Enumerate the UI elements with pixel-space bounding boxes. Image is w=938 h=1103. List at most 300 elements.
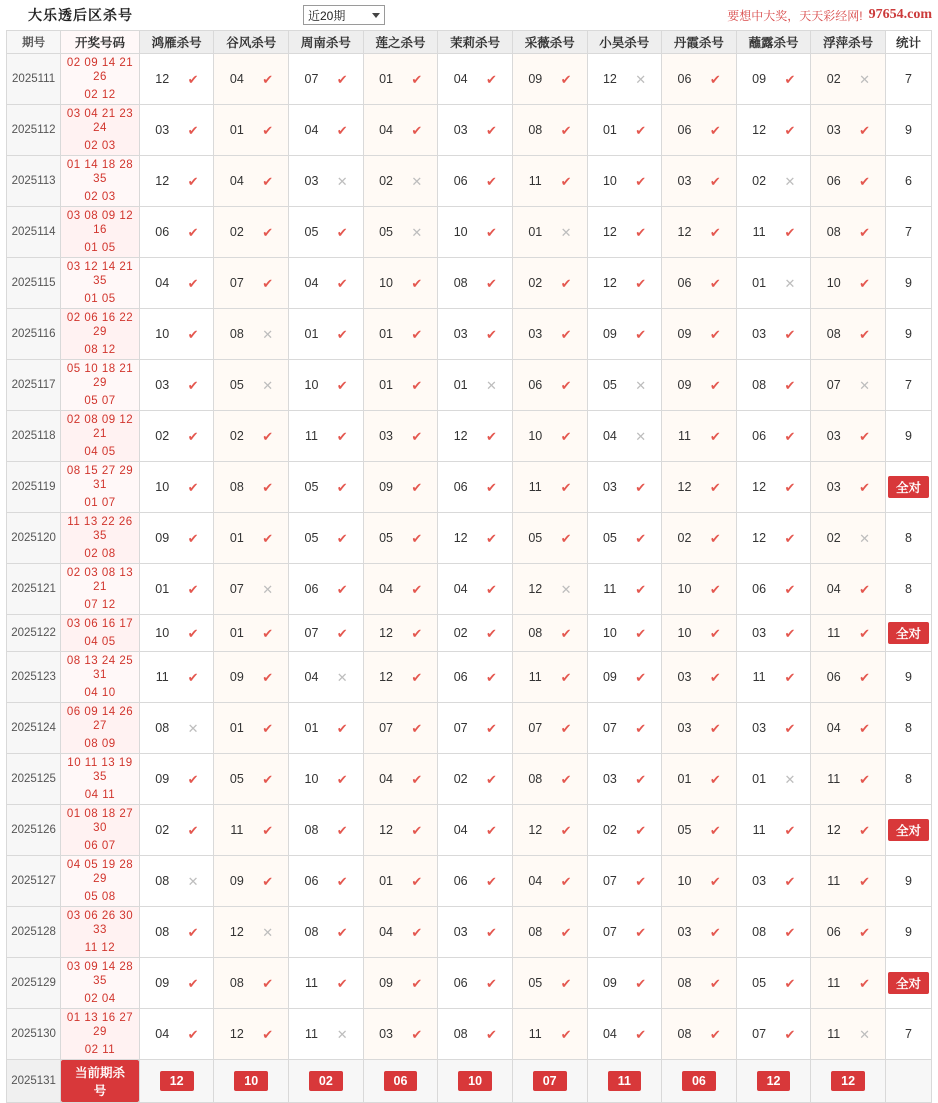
check-icon: ✔ bbox=[336, 873, 348, 889]
kill-number-cell bbox=[587, 309, 662, 360]
check-icon: ✔ bbox=[635, 530, 647, 546]
kill-number: 03 bbox=[453, 327, 468, 341]
kill-number-cell bbox=[662, 411, 737, 462]
issue-cell[interactable]: 2025123 bbox=[7, 652, 61, 703]
kill-number-cell bbox=[662, 856, 737, 907]
stat-value: 8 bbox=[904, 531, 912, 545]
column-header-8: 小昊杀号 bbox=[587, 31, 662, 54]
table-row bbox=[7, 907, 932, 958]
kill-number: 12 bbox=[826, 823, 841, 837]
kill-number-cell bbox=[214, 652, 289, 703]
kill-number-cell bbox=[289, 462, 364, 513]
kill-number: 04 bbox=[304, 123, 319, 137]
check-icon: ✔ bbox=[486, 720, 497, 736]
issue-cell[interactable]: 2025115 bbox=[7, 258, 61, 309]
draw-numbers-line1: 02 03 08 13 21 bbox=[66, 567, 134, 593]
check-icon: ✔ bbox=[784, 326, 796, 342]
draw-numbers-cell bbox=[61, 513, 140, 564]
kill-number-cell bbox=[512, 907, 587, 958]
issue-cell[interactable]: 2025130 bbox=[7, 1009, 61, 1060]
kill-number-cell bbox=[811, 156, 886, 207]
issue-cell[interactable]: 2025128 bbox=[7, 907, 61, 958]
kill-number: 12 bbox=[752, 123, 767, 137]
issue-cell[interactable]: 2025126 bbox=[7, 805, 61, 856]
kill-number-cell bbox=[289, 258, 364, 309]
stat-cell bbox=[885, 54, 931, 105]
draw-numbers-line2: 04 10 bbox=[84, 687, 116, 699]
kill-number-cell bbox=[512, 564, 587, 615]
kill-number-cell bbox=[587, 156, 662, 207]
kill-number: 04 bbox=[379, 925, 394, 939]
kill-number-cell bbox=[662, 754, 737, 805]
kill-number: 12 bbox=[155, 72, 170, 86]
kill-number: 03 bbox=[752, 626, 767, 640]
issue-cell[interactable]: 2025117 bbox=[7, 360, 61, 411]
current-label-cell bbox=[61, 1060, 140, 1103]
issue-cell[interactable]: 2025127 bbox=[7, 856, 61, 907]
column-header-2: 鸿雁杀号 bbox=[139, 31, 214, 54]
check-icon: ✔ bbox=[635, 275, 647, 291]
kill-number: 09 bbox=[677, 378, 692, 392]
current-period-row bbox=[7, 1060, 932, 1103]
kill-number: 11 bbox=[678, 429, 691, 443]
draw-numbers-cell bbox=[61, 1009, 140, 1060]
current-kill-cell bbox=[512, 1060, 587, 1103]
kill-number-cell bbox=[438, 207, 513, 258]
issue-cell[interactable]: 2025118 bbox=[7, 411, 61, 462]
cross-icon: ✕ bbox=[635, 71, 647, 87]
kill-number-cell bbox=[214, 958, 289, 1009]
draw-numbers-cell bbox=[61, 54, 140, 105]
draw-numbers-line2: 01 05 bbox=[84, 242, 116, 254]
kill-number-cell bbox=[363, 805, 438, 856]
kill-number-cell bbox=[139, 703, 214, 754]
kill-number: 01 bbox=[229, 626, 244, 640]
check-icon: ✔ bbox=[187, 224, 199, 240]
draw-numbers-line1: 02 09 14 21 26 bbox=[66, 57, 134, 83]
kill-number: 07 bbox=[528, 721, 543, 735]
check-icon: ✔ bbox=[709, 822, 721, 838]
kill-number-cell bbox=[363, 54, 438, 105]
promo-banner bbox=[727, 7, 932, 24]
check-icon: ✔ bbox=[635, 822, 647, 838]
kill-number-cell bbox=[811, 309, 886, 360]
check-icon: ✔ bbox=[560, 625, 572, 641]
kill-number: 03 bbox=[453, 925, 468, 939]
check-icon: ✔ bbox=[635, 924, 647, 940]
kill-number-cell bbox=[139, 309, 214, 360]
check-icon: ✔ bbox=[187, 771, 199, 787]
current-kill-number: 02 bbox=[309, 1071, 343, 1091]
cross-icon: ✕ bbox=[336, 1026, 348, 1042]
check-icon: ✔ bbox=[262, 275, 274, 291]
kill-number: 07 bbox=[602, 874, 617, 888]
kill-number: 02 bbox=[826, 72, 841, 86]
kill-number-cell bbox=[587, 54, 662, 105]
check-icon: ✔ bbox=[336, 581, 348, 597]
check-icon: ✔ bbox=[709, 479, 721, 495]
kill-number-cell bbox=[512, 856, 587, 907]
kill-number: 07 bbox=[752, 1027, 767, 1041]
draw-numbers-line1: 06 09 14 26 27 bbox=[66, 706, 134, 732]
kill-number-cell bbox=[512, 105, 587, 156]
table-row bbox=[7, 754, 932, 805]
kill-number: 03 bbox=[752, 874, 767, 888]
chevron-down-icon bbox=[372, 13, 380, 18]
kill-number-cell bbox=[438, 1009, 513, 1060]
check-icon: ✔ bbox=[262, 122, 274, 138]
table-row bbox=[7, 156, 932, 207]
check-icon: ✔ bbox=[262, 669, 274, 685]
issue-cell[interactable]: 2025119 bbox=[7, 462, 61, 513]
kill-number-cell bbox=[289, 754, 364, 805]
kill-number: 03 bbox=[752, 327, 767, 341]
check-icon: ✔ bbox=[262, 479, 274, 495]
check-icon: ✔ bbox=[635, 975, 647, 991]
draw-numbers-line2: 05 07 bbox=[84, 395, 116, 407]
kill-number-cell bbox=[214, 462, 289, 513]
stat-cell bbox=[885, 703, 931, 754]
kill-number-cell bbox=[587, 105, 662, 156]
kill-number-cell bbox=[438, 564, 513, 615]
check-icon: ✔ bbox=[336, 122, 348, 138]
check-icon: ✔ bbox=[635, 326, 647, 342]
kill-number-cell bbox=[363, 564, 438, 615]
kill-number-cell bbox=[736, 411, 811, 462]
check-icon: ✔ bbox=[486, 326, 497, 342]
check-icon: ✔ bbox=[859, 275, 870, 291]
current-issue-cell[interactable]: 2025131 bbox=[7, 1060, 61, 1103]
check-icon: ✔ bbox=[262, 1026, 274, 1042]
check-icon: ✔ bbox=[486, 224, 497, 240]
issue-cell[interactable]: 2025112 bbox=[7, 105, 61, 156]
kill-number: 07 bbox=[229, 276, 244, 290]
kill-number: 11 bbox=[528, 670, 542, 684]
kill-number-cell bbox=[587, 907, 662, 958]
current-kill-cell bbox=[139, 1060, 214, 1103]
kill-number-cell bbox=[214, 360, 289, 411]
kill-number-cell bbox=[736, 360, 811, 411]
check-icon: ✔ bbox=[187, 428, 199, 444]
kill-number: 08 bbox=[826, 327, 841, 341]
kill-number-cell bbox=[512, 652, 587, 703]
kill-number: 05 bbox=[379, 531, 394, 545]
kill-number-cell bbox=[214, 309, 289, 360]
kill-number: 02 bbox=[155, 429, 170, 443]
kill-number: 09 bbox=[229, 670, 244, 684]
check-icon: ✔ bbox=[635, 771, 647, 787]
draw-numbers-line1: 03 06 26 30 33 bbox=[66, 910, 134, 936]
check-icon: ✔ bbox=[784, 669, 796, 685]
draw-numbers-line1: 03 06 16 17 bbox=[66, 618, 134, 630]
kill-number: 08 bbox=[453, 276, 468, 290]
kill-number-cell bbox=[438, 754, 513, 805]
kill-number-cell bbox=[214, 703, 289, 754]
kill-number-cell bbox=[139, 54, 214, 105]
check-icon: ✔ bbox=[262, 822, 274, 838]
kill-number: 07 bbox=[304, 72, 319, 86]
check-icon: ✔ bbox=[486, 173, 497, 189]
kill-number: 04 bbox=[602, 429, 617, 443]
kill-number: 06 bbox=[826, 174, 841, 188]
draw-numbers-line2: 01 05 bbox=[84, 293, 116, 305]
cross-icon: ✕ bbox=[635, 428, 647, 444]
check-icon: ✔ bbox=[411, 428, 423, 444]
stat-value: 9 bbox=[904, 874, 912, 888]
kill-number-cell bbox=[438, 105, 513, 156]
kill-number: 06 bbox=[453, 480, 468, 494]
issue-cell[interactable]: 2025116 bbox=[7, 309, 61, 360]
cross-icon: ✕ bbox=[784, 275, 796, 291]
kill-number-table bbox=[6, 30, 932, 1103]
kill-number: 12 bbox=[229, 925, 244, 939]
kill-number-cell bbox=[811, 958, 886, 1009]
kill-number: 05 bbox=[528, 976, 543, 990]
header-row bbox=[7, 31, 932, 54]
kill-number-cell bbox=[438, 513, 513, 564]
kill-number: 12 bbox=[379, 670, 394, 684]
check-icon: ✔ bbox=[635, 122, 647, 138]
check-icon: ✔ bbox=[187, 122, 199, 138]
kill-number: 04 bbox=[602, 1027, 617, 1041]
kill-number: 03 bbox=[528, 327, 543, 341]
stat-value: 7 bbox=[904, 72, 912, 86]
kill-number-cell bbox=[363, 703, 438, 754]
stat-value: 7 bbox=[904, 1027, 912, 1041]
kill-number: 11 bbox=[230, 823, 244, 837]
kill-number: 09 bbox=[379, 480, 394, 494]
draw-numbers-line2: 04 11 bbox=[84, 789, 116, 801]
kill-number: 10 bbox=[602, 626, 617, 640]
check-icon: ✔ bbox=[709, 873, 721, 889]
current-kill-number: 06 bbox=[384, 1071, 418, 1091]
issue-cell[interactable]: 2025120 bbox=[7, 513, 61, 564]
column-header-6: 茉莉杀号 bbox=[438, 31, 513, 54]
kill-number: 06 bbox=[155, 225, 170, 239]
draw-numbers-line1: 03 08 09 12 16 bbox=[66, 210, 134, 236]
kill-number: 11 bbox=[752, 670, 766, 684]
draw-numbers-line1: 02 08 09 12 21 bbox=[66, 414, 134, 440]
check-icon: ✔ bbox=[859, 669, 870, 685]
kill-number-cell bbox=[811, 105, 886, 156]
table-row bbox=[7, 805, 932, 856]
kill-number: 02 bbox=[602, 823, 617, 837]
kill-number: 01 bbox=[528, 225, 543, 239]
kill-number: 02 bbox=[453, 772, 468, 786]
check-icon: ✔ bbox=[187, 275, 199, 291]
draw-numbers-line2: 02 12 bbox=[84, 89, 116, 101]
kill-number: 08 bbox=[528, 626, 543, 640]
kill-number-cell bbox=[662, 652, 737, 703]
check-icon: ✔ bbox=[486, 669, 497, 685]
kill-number-cell bbox=[289, 309, 364, 360]
kill-number-cell bbox=[289, 54, 364, 105]
kill-number: 05 bbox=[752, 976, 767, 990]
current-kill-number: 12 bbox=[160, 1071, 194, 1091]
kill-number: 11 bbox=[603, 582, 617, 596]
kill-number: 04 bbox=[453, 72, 468, 86]
kill-number-cell bbox=[587, 513, 662, 564]
kill-number: 11 bbox=[827, 772, 841, 786]
check-icon: ✔ bbox=[262, 428, 274, 444]
draw-numbers-line2: 02 03 bbox=[84, 191, 116, 203]
stat-cell bbox=[885, 907, 931, 958]
kill-number-cell bbox=[512, 360, 587, 411]
kill-number-cell bbox=[662, 54, 737, 105]
issue-cell[interactable]: 2025125 bbox=[7, 754, 61, 805]
kill-number: 12 bbox=[528, 823, 543, 837]
kill-number-cell bbox=[139, 907, 214, 958]
stat-value: 9 bbox=[904, 276, 912, 290]
check-icon: ✔ bbox=[859, 625, 870, 641]
table-row bbox=[7, 462, 932, 513]
kill-number: 08 bbox=[752, 378, 767, 392]
all-hit-badge: 全对 bbox=[888, 819, 929, 841]
kill-number: 09 bbox=[602, 327, 617, 341]
kill-number: 12 bbox=[453, 429, 468, 443]
check-icon: ✔ bbox=[486, 71, 497, 87]
kill-number: 04 bbox=[304, 276, 319, 290]
check-icon: ✔ bbox=[560, 822, 572, 838]
current-period-label: 当前期杀号 bbox=[61, 1060, 139, 1102]
check-icon: ✔ bbox=[336, 428, 348, 444]
check-icon: ✔ bbox=[859, 428, 870, 444]
kill-number: 12 bbox=[379, 823, 394, 837]
table-row bbox=[7, 207, 932, 258]
kill-number-cell bbox=[214, 207, 289, 258]
kill-number-cell bbox=[736, 907, 811, 958]
draw-numbers-line1: 10 11 13 19 35 bbox=[67, 757, 133, 783]
draw-numbers-line1: 04 05 19 28 29 bbox=[66, 859, 134, 885]
kill-number: 03 bbox=[453, 123, 468, 137]
kill-number: 03 bbox=[826, 480, 841, 494]
current-stat-cell bbox=[885, 1060, 931, 1103]
kill-number-cell bbox=[289, 360, 364, 411]
kill-number: 08 bbox=[528, 123, 543, 137]
kill-number: 08 bbox=[229, 480, 244, 494]
kill-number-cell bbox=[438, 703, 513, 754]
kill-number-cell bbox=[811, 411, 886, 462]
kill-number: 03 bbox=[677, 174, 692, 188]
kill-number: 11 bbox=[155, 670, 169, 684]
kill-number: 11 bbox=[304, 976, 318, 990]
draw-numbers-line1: 05 10 18 21 29 bbox=[66, 363, 134, 389]
check-icon: ✔ bbox=[411, 326, 423, 342]
draw-numbers-line2: 04 05 bbox=[84, 636, 116, 648]
kill-number-cell bbox=[811, 360, 886, 411]
issue-cell[interactable]: 2025111 bbox=[7, 54, 61, 105]
check-icon: ✔ bbox=[262, 873, 274, 889]
kill-number-cell bbox=[139, 462, 214, 513]
kill-number-cell bbox=[811, 652, 886, 703]
check-icon: ✔ bbox=[486, 1026, 497, 1042]
kill-number: 04 bbox=[379, 582, 394, 596]
kill-number: 11 bbox=[528, 1027, 542, 1041]
kill-number: 12 bbox=[602, 225, 617, 239]
kill-number-cell bbox=[214, 156, 289, 207]
stat-cell bbox=[885, 309, 931, 360]
kill-number: 02 bbox=[155, 823, 170, 837]
check-icon: ✔ bbox=[709, 924, 721, 940]
kill-number: 10 bbox=[528, 429, 543, 443]
kill-number: 01 bbox=[304, 721, 319, 735]
check-icon: ✔ bbox=[560, 873, 572, 889]
check-icon: ✔ bbox=[635, 479, 647, 495]
check-icon: ✔ bbox=[560, 122, 572, 138]
kill-number: 09 bbox=[155, 976, 170, 990]
kill-number-cell bbox=[736, 462, 811, 513]
kill-number-cell bbox=[214, 907, 289, 958]
kill-number: 10 bbox=[453, 225, 468, 239]
check-icon: ✔ bbox=[859, 771, 870, 787]
kill-number: 11 bbox=[827, 626, 841, 640]
kill-number: 01 bbox=[379, 327, 394, 341]
kill-number-cell bbox=[587, 1009, 662, 1060]
check-icon: ✔ bbox=[486, 581, 497, 597]
kill-number-cell bbox=[214, 1009, 289, 1060]
kill-number-cell bbox=[736, 564, 811, 615]
issue-cell[interactable]: 2025121 bbox=[7, 564, 61, 615]
current-kill-cell bbox=[214, 1060, 289, 1103]
check-icon: ✔ bbox=[635, 873, 647, 889]
cross-icon: ✕ bbox=[411, 173, 423, 189]
kill-number-cell bbox=[811, 856, 886, 907]
draw-numbers-cell bbox=[61, 958, 140, 1009]
kill-number-cell bbox=[139, 754, 214, 805]
issue-cell[interactable]: 2025129 bbox=[7, 958, 61, 1009]
check-icon: ✔ bbox=[187, 625, 199, 641]
kill-number: 06 bbox=[677, 123, 692, 137]
kill-number-cell bbox=[139, 258, 214, 309]
kill-number-cell bbox=[512, 54, 587, 105]
check-icon: ✔ bbox=[187, 822, 199, 838]
kill-number-cell bbox=[736, 156, 811, 207]
issue-cell[interactable]: 2025113 bbox=[7, 156, 61, 207]
check-icon: ✔ bbox=[411, 771, 423, 787]
kill-number: 12 bbox=[677, 225, 692, 239]
kill-number: 10 bbox=[826, 276, 841, 290]
current-kill-cell bbox=[736, 1060, 811, 1103]
kill-number-cell bbox=[363, 309, 438, 360]
check-icon: ✔ bbox=[411, 377, 423, 393]
issue-cell[interactable]: 2025122 bbox=[7, 615, 61, 652]
check-icon: ✔ bbox=[709, 326, 721, 342]
issue-cell[interactable]: 2025124 bbox=[7, 703, 61, 754]
kill-number: 01 bbox=[379, 72, 394, 86]
stat-cell bbox=[885, 856, 931, 907]
current-kill-cell bbox=[587, 1060, 662, 1103]
check-icon: ✔ bbox=[262, 530, 274, 546]
kill-number-cell bbox=[214, 105, 289, 156]
draw-numbers-cell bbox=[61, 258, 140, 309]
check-icon: ✔ bbox=[709, 224, 721, 240]
check-icon: ✔ bbox=[262, 975, 274, 991]
kill-number-cell bbox=[512, 805, 587, 856]
check-icon: ✔ bbox=[635, 581, 647, 597]
check-icon: ✔ bbox=[486, 479, 497, 495]
kill-number-cell bbox=[363, 856, 438, 907]
kill-number: 08 bbox=[155, 874, 170, 888]
current-kill-cell bbox=[662, 1060, 737, 1103]
kill-number-cell bbox=[289, 856, 364, 907]
current-kill-number: 11 bbox=[608, 1071, 641, 1091]
kill-number: 04 bbox=[379, 772, 394, 786]
period-select[interactable] bbox=[303, 5, 385, 25]
draw-numbers-line1: 02 06 16 22 29 bbox=[66, 312, 134, 338]
cross-icon: ✕ bbox=[411, 224, 423, 240]
kill-number: 03 bbox=[677, 670, 692, 684]
issue-cell[interactable]: 2025114 bbox=[7, 207, 61, 258]
